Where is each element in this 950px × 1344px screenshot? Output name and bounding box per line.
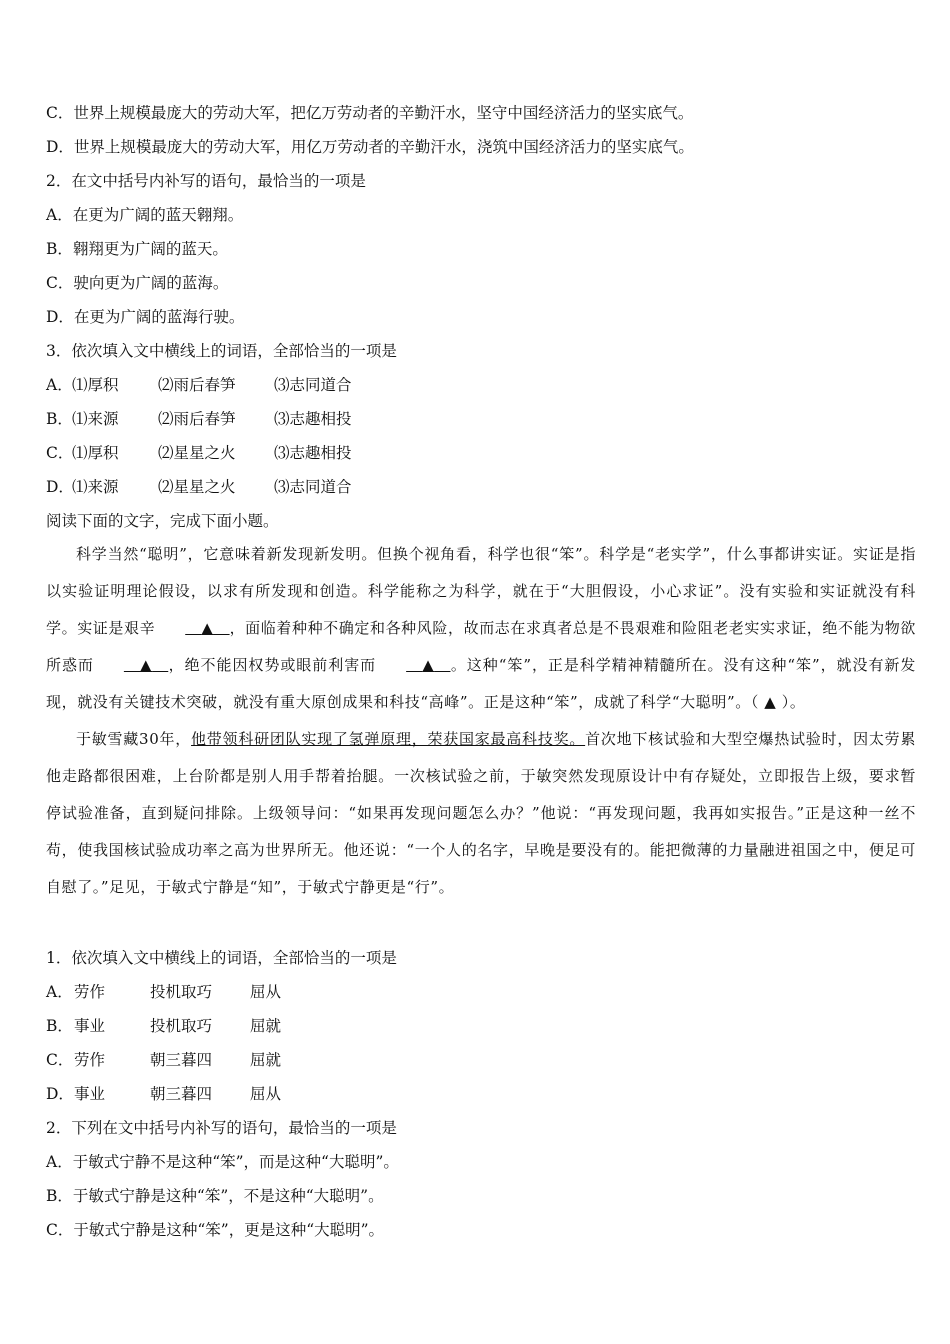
- blank-1: ▲: [201, 619, 214, 637]
- passage-paragraph-2: 于敏雪藏30年，他带领科研团队实现了氢弹原理，荣获国家最高科技奖。首次地下核试验和大型空爆热试验时，因太劳累他走路都很困难，上台阶都是别人用手帮着抬腿。一次核试验之前，于敏突然发现原设计中有存疑处，立即报告上级，要求暂停试验准备，直到疑问排除。上级领导问：“如果再发现问题怎么办？”他说：“再发现问题，我再如实报告。”正是这种一丝不苟，使我国核试验成功率之高为世界所无。他还说：“一个人的名字，早晚是要没有的。能把微薄的力量融进祖国之中，便足可自慰了。”足见，于敏式宁静是“知”，于敏式宁静更是“行”。: [46, 730, 916, 896]
- prev-option-c: C．世界上规模最庞大的劳动大军，把亿万劳动者的辛勤汗水，坚守中国经济活力的坚实底气。: [46, 104, 694, 122]
- underlined-sentence: 他带领科研团队实现了氢弹原理，荣获国家最高科技奖。: [191, 730, 586, 748]
- q2-option-b: B．翱翔更为广阔的蓝天。: [46, 240, 228, 258]
- q2b-option-b: B．于敏式宁静是这种“笨”，不是这种“大聪明”。: [46, 1187, 384, 1205]
- passage-paragraph-1: 科学当然“聪明”，它意味着新发现新发明。但换个视角看，科学也很“笨”。科学是“老实学”，什么事都讲实证。实证是指以实验证明理论假设，以求有所发现和创造。科学能称之为科学，就在于“大胆假设，小心求证”。没有实验和实证就没有科学。实证是艰辛 ▲ ，面临着种种不确定和各种风险，故而志在求真者总是不畏艰难和险阻老老实实求证，绝不能为物欲所惑而 ▲ ，绝不能因权势或眼前利害而 ▲ 。这种“笨”，正是科学精神精髓所在。没有这种“笨”，就没有新发现，就没有关键技术突破，就没有重大原创成果和科技“高峰”。正是这种“笨”，成就了科学“大聪明”。（ ▲ ）。: [46, 545, 917, 711]
- q2b-stem: 2．下列在文中括号内补写的语句，最恰当的一项是: [46, 1119, 397, 1137]
- passage: [46, 536, 916, 906]
- q2b-option-a: A．于敏式宁静不是这种“笨”，而是这种“大聪明”。: [46, 1153, 399, 1171]
- q2-stem: 2．在文中括号内补写的语句，最恰当的一项是: [46, 172, 366, 190]
- prev-option-d: D．世界上规模最庞大的劳动大军，用亿万劳动者的辛勤汗水，浇筑中国经济活力的坚实底气。: [46, 138, 694, 156]
- q2b-option-c: C．于敏式宁静是这种“笨”，更是这种“大聪明”。: [46, 1221, 385, 1239]
- blank-3: ▲: [422, 656, 435, 674]
- q2-option-c: C．驶向更为广阔的蓝海。: [46, 274, 229, 292]
- q3-stem: 3．依次填入文中横线上的词语，全部恰当的一项是: [46, 342, 397, 360]
- blank-2: ▲: [140, 656, 153, 674]
- q1b-stem: 1．依次填入文中横线上的词语，全部恰当的一项是: [46, 949, 397, 967]
- q2-option-a: A．在更为广阔的蓝天翱翔。: [46, 206, 244, 224]
- document-page: C．世界上规模最庞大的劳动大军，把亿万劳动者的辛勤汗水，坚守中国经济活力的坚实底气。 D．世界上规模最庞大的劳动大军，用亿万劳动者的辛勤汗水，浇筑中国经济活力的坚实底气。 2．在文中括号内补写的语句，最恰当的一项是 A．在更为广阔的蓝天翱翔。 B．翱翔更为广阔的蓝天。 C．驶向更为广阔的蓝海。 D．在更为广阔的蓝海行驶。 3．依次填入文中横线上的词语，全部恰当的一项是 A． ⑴厚积 ⑵雨后春笋 ⑶志同道合 B． ⑴来源 ⑵雨后春笋 ⑶志趣相投 C． ⑴厚积 ⑵星星之火 ⑶志趣相投 D． ⑴来源 ⑵星星之火 ⑶志同道合 阅读下面的文字，完成下面小题。 科学当然“聪明”，它意味着新发现新发明。但换个视角看，科学也很“笨”。科学是“老实学”，什么事都讲实证。实证是指以实验证明理论假设，以求有所发现和创造。科学能称之为科学，就在于“大胆假设，小心求证”。没有实验和实证就没有科学。实证是艰辛 ▲ ，面临着种种不确定和各种风险，故而志在求真者总是不畏艰难和险阻老老实实求证，绝不能为物欲所惑而 ▲ ，绝不能因权势或眼前利害而 ▲ 。这种“笨”，正是科学精神精髓所在。没有这种“笨”，就没有新发现，就没有关键技术突破，就没有重大原创成果和科技“高峰”。正是这种“笨”，成就了科学“大聪明”。（ ▲ ）。 于敏雪藏30年，他带领科研团队实现了氢弹原理，荣获国家最高科技奖。首次地下核试验和大型空爆热试验时，因太劳累他走路都很困难，上台阶都是别人用手帮着抬腿。一次核试验之前，于敏突然发现原设计中有存疑处，立即报告上级，要求暂停试验准备，直到疑问排除。上级领导问：“如果再发现问题怎么办？”他说：“再发现问题，我再如实报告。”正是这种一丝不苟，使我国核试验成功率之高为世界所无。他还说：“一个人的名字，早晚是要没有的。能把微薄的力量融进祖国之中，便足可自慰了。”足见，于敏式宁静是“知”，于敏式宁静更是“行”。 1．依次填入文中横线上的词语，全部恰当的一项是 A． 劳作 投机取巧 屈从 B． 事业 投机取巧 屈就 C． 劳作 朝三暮四 屈就 D． 事业 朝三暮四 屈从 2．下列在文中括号内补写的语句，最恰当的一项是 A．于敏式宁静不是这种“笨”，而是这种“大聪明”。 B．于敏式宁静是这种“笨”，不是这种“大聪明”。 C．于敏式宁静是这种“笨”，更是这种“大聪明”。: [46, 104, 917, 1239]
- reading-intro: 阅读下面的文字，完成下面小题。: [46, 512, 279, 530]
- q2-option-d: D．在更为广阔的蓝海行驶。: [46, 308, 245, 326]
